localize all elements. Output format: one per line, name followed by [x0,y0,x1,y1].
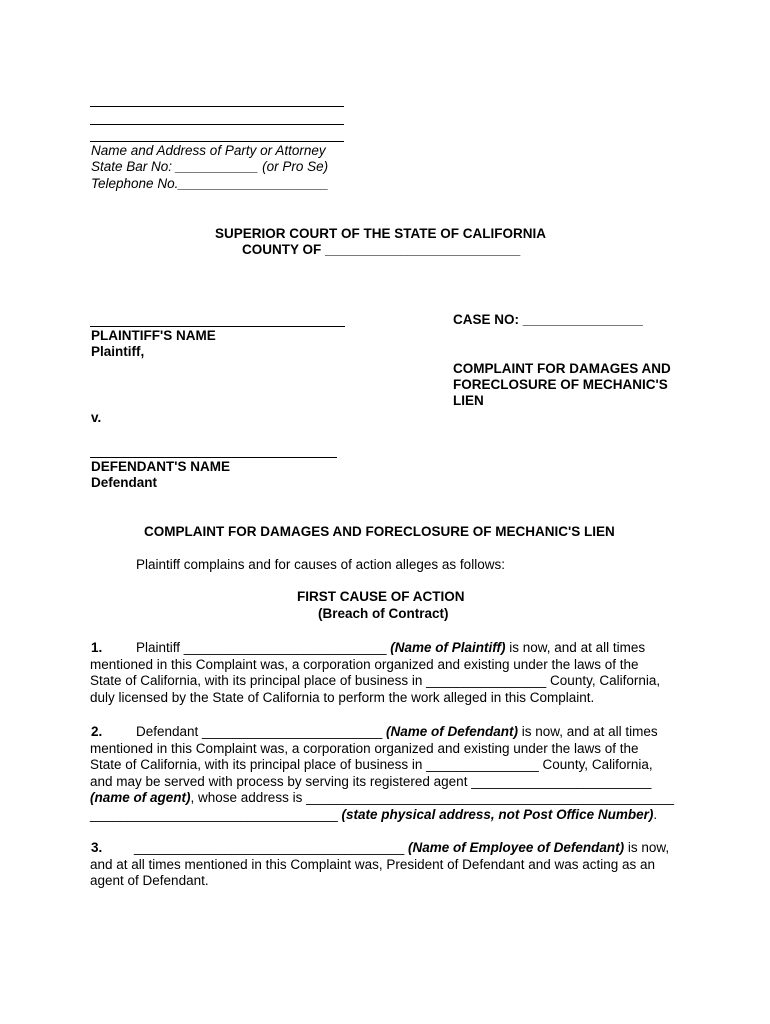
defendant-name-line [90,457,337,458]
paragraph-2-number: 2. [91,724,103,739]
document-title-line-2: FORECLOSURE OF MECHANIC'S [453,377,668,392]
paragraph-3 [90,840,680,890]
document-title-line-3: LIEN [453,393,484,408]
paragraph-2-mid2: , whose address is _________________________________________________ _________________________________ [90,790,674,822]
telephone-label: Telephone No.____________________ [91,176,329,191]
paragraph-2-defendant-placeholder: (Name of Defendant) [386,724,519,739]
address-line-2 [90,124,344,125]
paragraph-1-post: is now, and at all times mentioned in this Complaint was, a corporation organized and existing under the laws of the State of California, with its principal place of business in ________________ County, California, duly licensed by the State of California to perform the work alleged in this Complaint. [90,640,661,705]
state-bar-label: State Bar No: ___________ (or Pro Se) [91,159,329,174]
plaintiff-name-line [90,326,345,327]
address-line-1 [90,106,344,107]
paragraph-2-address-placeholder: (state physical address, not Post Office Number) [341,806,654,822]
paragraph-2-pre: Defendant ________________________ [136,724,386,739]
cause-of-action-subtitle: (Breach of Contract) [318,606,449,621]
paragraph-1 [90,640,680,706]
paragraph-1-pre: Plaintiff ___________________________ [136,640,391,655]
court-title: SUPERIOR COURT OF THE STATE OF CALIFORNIA [215,226,546,241]
versus: v. [91,410,102,425]
paragraph-3-employee-placeholder: (Name of Employee of Defendant) [408,840,625,855]
defendant-name: DEFENDANT'S NAME [91,459,230,474]
paragraph-2-mid: is now, and at all times mentioned in this Complaint was, a corporation organized and existing under the laws of the State of California, with its principal place of business in _______________ County, California, and may be served with process by serving its registered agent ________________________ [90,724,658,789]
county-line: COUNTY OF __________________________ [242,242,521,257]
plaintiff-role: Plaintiff, [91,344,145,359]
paragraph-3-pre: ____________________________________ [134,840,409,855]
paragraph-3-number: 3. [91,840,103,855]
plaintiff-name: PLAINTIFF'S NAME [91,328,216,343]
document-title-line-1: COMPLAINT FOR DAMAGES AND [453,361,671,376]
paragraph-2 [90,724,680,823]
complaint-heading: COMPLAINT FOR DAMAGES AND FORECLOSURE OF MECHANIC'S LIEN [144,524,615,539]
case-number: CASE NO: ________________ [453,312,643,327]
paragraph-3-post: is now, and at all times mentioned in this Complaint was, President of Defendant and was acting as an agent of Defendant. [90,840,670,888]
intro-paragraph: Plaintiff complains and for causes of action alleges as follows: [136,557,505,572]
paragraph-2-agent-placeholder: (name of agent) [90,790,191,805]
cause-of-action-title: FIRST CAUSE OF ACTION [297,589,465,604]
paragraph-1-number: 1. [91,640,103,655]
paragraph-1-plaintiff-placeholder: (Name of Plaintiff) [390,640,506,655]
address-line-3 [90,141,344,142]
paragraph-2-end: . [653,806,658,822]
party-address-label: Name and Address of Party or Attorney [91,143,326,158]
defendant-role: Defendant [91,475,158,490]
